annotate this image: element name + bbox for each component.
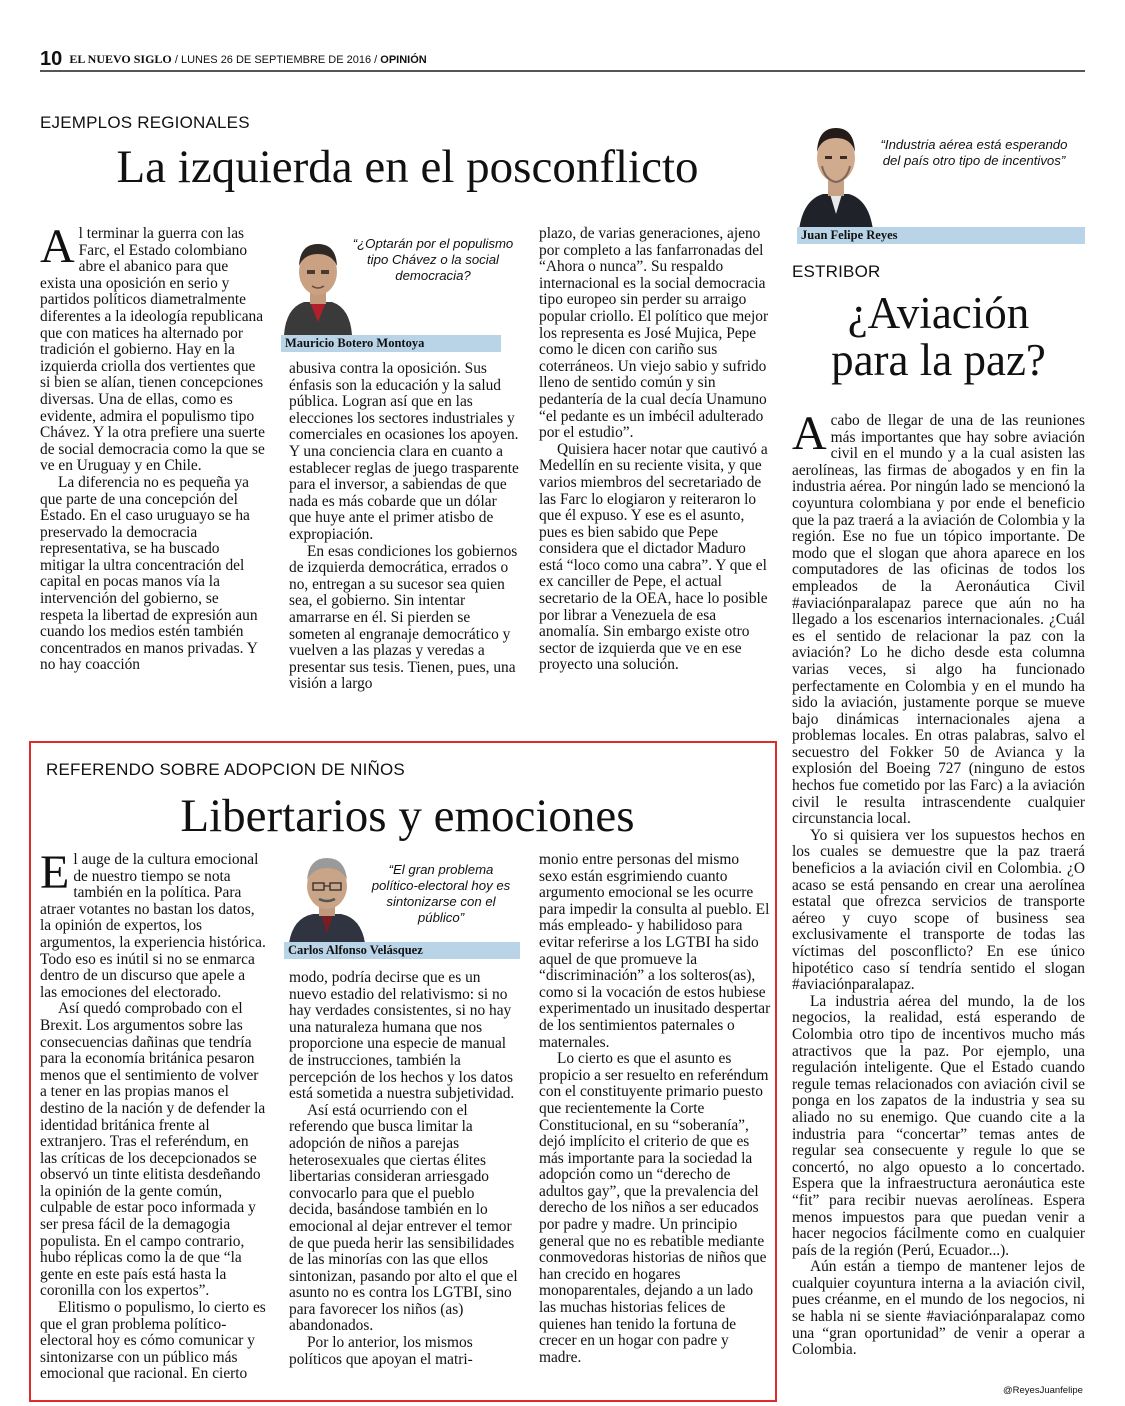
article2-column-2 xyxy=(289,970,521,1368)
article2-column-3 xyxy=(539,852,771,1366)
pull-quote: “El gran problema político-electoral hoy es sintonizarse con el público” xyxy=(371,862,511,925)
author-photo-botero xyxy=(280,230,356,335)
pull-quote: “¿Optarán por el populismo tipo Chávez o la social democracia? xyxy=(352,236,514,283)
drop-cap: A xyxy=(40,220,75,273)
paragraph: abusiva contra la oposición. Sus énfasis son la educación y la salud pública. Logran así que en las elecciones los sectores industriales y comerciales en ocasiones los apoyen. Y una conciencia clara en cuanto a establecer reglas de juego trasparente para el inversor, a sabiendas de que nada es más cobarde que un dólar que huye ante el primer atisbo de expropiación. xyxy=(289,360,519,543)
article2-headline: Libertarios y emociones xyxy=(180,790,635,842)
author-photo-reyes xyxy=(797,114,875,230)
paragraph: La diferencia no es pequeña ya que parte de una concepción del Estado. En el caso uruguayo se ha preservado la democracia representativa, se ha buscado mitigar la ultra concentración del capital en pocas manos vía la intervención del gobierno, se respeta la libertad de expresión aun cuando los medios estén también concentrados en manos privadas. Y no hay coacción xyxy=(40,473,258,674)
article2-column-1 xyxy=(40,846,266,1383)
twitter-handle: @ReyesJuanfelipe xyxy=(1003,1385,1083,1396)
article1-kicker: EJEMPLOS REGIONALES xyxy=(40,113,250,132)
article1-column-2 xyxy=(289,361,521,693)
drop-cap: A xyxy=(792,407,827,460)
paragraph: La industria aérea del mundo, la de los negocios, la realidad, está esperando de Colombia otro tipo de incentivos mucho más atractivos que la paz. Por ejemplo, una regulación inteligente. Que el Estado cuando regule temas relacionados con aviación civil se ponga en los zapatos de la industria y sea su aliado no su enemigo. Que cuando cite a la industria para “concertar” temas antes de regular sea consecuente y regule lo que se concertó, no algo opuesto a lo concertado. Espera que la infraestructura aeronáutica este “fit” para recibir nuevas aerolíneas. Espera menos impuestos para que puedan venir a hacer negocios fácilmente como en cualquier país de la región (Perú, Ecuador...). xyxy=(792,992,1085,1259)
paragraph: Aún están a tiempo de mantener lejos de cualquier coyuntura interna a la aviación civil, pues créanme, en el mundo de los negocios, ni se habla ni se siente #aviaciónparalapaz como una “gran oportunidad” de venir a operar a Colombia. xyxy=(792,1258,1085,1359)
author-name-bar: Mauricio Botero Montoya xyxy=(281,335,501,352)
headline-line: ¿Aviación xyxy=(847,288,1030,338)
paragraph: Elitismo o populismo, lo cierto es que el gran problema político-electoral hoy es cómo comunicar y sintonizarse con un público más emocional que racional. En cierto xyxy=(40,1299,266,1383)
article3-kicker: ESTRIBOR xyxy=(792,262,881,281)
paragraph: Así está ocurriendo con el referendo que busca limitar la adopción de niños a parejas heterosexuales que ciertas élites libertarias consideran arriesgado convocarlo para que el pueblo decida, basándose también en lo emocional al dejar entrever el temor de que pueda herir las sensibilidades de las minorías con las que ellos sintonizan, pasando por alto el que el asunto no es contra los LGTBI, sino para favorecer los niños (as) abandonados. xyxy=(289,1101,518,1335)
author-photo-velasquez xyxy=(287,848,367,943)
paragraph: cabo de llegar de una de las reuniones más importantes que hay sobre aviación civil en el mundo y a la cual asisten las aerolíneas, las firmas de abogados y en fin la industria aérea. Por ningún lado se mencionó la coyuntura colombiana y por ende el beneficio que la paz traerá a la aviación de Colombia y la región. Ese no fue un tópico importante. De modo que el slogan que ahora aparece en los computadores de las oficinas de todos los empleados de la Aeronáutica Civil #aviaciónparalapaz parece que aún no ha llegado a los escenarios internacionales. ¿Cuál es el sentido de relacionar la paz con la aviación? Lo he dicho desde esta columna varias veces, si algo ha funcionado perfectamente en Colombia y en el mundo ha sido la aviación, justamente porque se mueve bajo dinámicas internacionales ajena a problemas locales. En otras palabras, salvo el secuestro del Fokker 50 de Avianca y la explosión del Boeing 727 (ninguno de estos hechos fue cometido por las Farc) a la aviación civil le resulta intrascendente cualquier circunstancia local. xyxy=(792,412,1085,828)
masthead xyxy=(40,48,1085,72)
paragraph: l auge de la cultura emocional de nuestro tiempo se nota también en la política. Para atraer votantes no bastan los datos, la opinión de expertos, los argumentos, la experiencia histórica. Todo eso es inútil si no se enmarca dentro de un discurso que apele a las emociones del electorado. xyxy=(40,851,266,1001)
paragraph: Quisiera hacer notar que cautivó a Medellín en su reciente visita, y que varios miembros del secretariado de las Farc lo elogiaron y reiteraron lo que él expuso. Y ese es el asunto, pues es bien sabido que Pepe considera que el dictador Maduro está “loco como una cabra”. Y que el ex canciller de Pepe, el actual secretario de la OEA, hace lo posible por librar a Venezuela de esa anomalía. Sin embargo existe otro sector de izquierda que ve en ese proyecto una solución. xyxy=(539,440,768,674)
paragraph: Yo si quisiera ver los supuestos hechos en los cuales se demuestre que la paz traerá beneficios a la aviación civil en Colombia. ¿O acaso se está pensando en crear una aerolínea estatal que ofrezca servicios de transporte aéreo y cuyo scope of business sea exclusivamente el transporte de todas las víctimas del posconflicto? En ese único hipotético caso sí tendría sentido el slogan #aviaciónparalapaz. xyxy=(792,826,1085,994)
paragraph: Lo cierto es que el asunto es propicio a ser resuelto en referéndum con el constituyente primario puesto que recientemente la Corte Constitucional, en su “soberanía”, dejó implícito el criterio de que es más importante para la sociedad la adopción como un “derecho de adultos gay”, que la prevalencia del derecho de los niños a ser educados por padre y madre. Un principio general que no es rebatible mediante conmovedoras historias de niños que han crecido en hogares monoparentales, dejando a un lado las muchas historias felices de quienes han tenido la fortuna de crecer en un hogar con padre y madre. xyxy=(539,1050,769,1366)
pull-quote: “Industria aérea está esperando del país otro tipo de incentivos” xyxy=(880,137,1068,168)
article1-headline: La izquierda en el posconflicto xyxy=(116,141,699,193)
drop-cap: E xyxy=(40,846,70,899)
author-name-bar: Juan Felipe Reyes xyxy=(797,227,1085,244)
paper-name: EL NUEVO SIGLO xyxy=(69,52,172,66)
article1-column-3 xyxy=(539,226,771,674)
article3-headline xyxy=(792,290,1085,385)
paragraph: l terminar la guerra con las Farc, el Estado colombiano abre el abanico para que exista una oposición en serio y partidos políticos diametralmente diferentes a la ideología republicana que con matices ha alternado por tradición el gobierno. Hay en la izquierda criolla dos vertientes que si bien se alían, tienen concepciones diversas. Una de ellas, como es evidente, admira el populismo tipo Chávez. Y la otra prefiere una suerte de social democracia como la que se ve en Uruguay y en Chile. xyxy=(40,225,265,475)
masthead-date: / LUNES 26 DE SEPTIEMBRE DE 2016 / xyxy=(174,54,378,66)
paragraph: Por lo anterior, los mismos políticos que apoyan el matri- xyxy=(289,1334,473,1368)
headline-line: para la paz? xyxy=(831,335,1046,386)
article2-kicker: REFERENDO SOBRE ADOPCION DE NIÑOS xyxy=(46,760,405,779)
author-name-bar: Carlos Alfonso Velásquez xyxy=(284,942,520,959)
paragraph: modo, podría decirse que es un nuevo estadio del relativismo: si no hay verdades consistentes, si no hay una naturaleza humana que nos proporcione una especie de manual de instrucciones, también la percepción de los hechos y los datos está sometida a nuestra subjetividad. xyxy=(289,969,515,1103)
paragraph: monio entre personas del mismo sexo están esgrimiendo cuanto argumento emocional se les ocurre para impedir la consulta al pueblo. El más empleado- y habilidoso para evitar referirse a los LGTBI ha sido aquel de que promueve la “discriminación” a los solteros(as), como si la vocación de estos hubiese experimentado un inusitado despertar de los sentimientos paternales o maternales. xyxy=(539,851,771,1051)
paragraph: plazo, de varias generaciones, ajeno por completo a las fanfarronadas del “Ahora o nunca”. Su respaldo internacional es la social democracia tipo europeo sin perder su arraigo popular criollo. El político que mejor los representa es José Mujica, Pepe como le dicen con cariño sus coterráneos. Un viejo sabio y sufrido lleno de sentido común y sin pedantería de la cual decía Unamuno “el pedante es un imbécil adulterado por el estudio”. xyxy=(539,225,769,442)
article3-body xyxy=(792,407,1085,1359)
article1-column-1 xyxy=(40,220,266,674)
paragraph: En esas condiciones los gobiernos de izquierda democrática, errados o no, entregan a su sucesor sea quien sea, el gobierno. Sin intentar amarrarse en él. Si pierden se someten al engranaje democrático y vuelven a las plazas y veredas a presentar sus tesis. Tienen, pues, una visión a largo xyxy=(289,542,518,693)
paragraph: Así quedó comprobado con el Brexit. Los argumentos sobre las consecuencias dañinas que tendría para la economía británica pesaron menos que el sentimiento de volver a tener en las propias manos el destino de la nación y de defender la identidad británica frente al extranjero. Tras el referéndum, en las críticas de los decepcionados se observó un tinte elitista desdeñando la opinión de la gente común, culpable de estar poco informada y ser presa fácil de la demagogia populista. En el campo contrario, hubo réplicas como la de que “la gente en este país está hasta la coronilla con los expertos”. xyxy=(40,1000,266,1300)
section-name: OPINIÓN xyxy=(380,54,427,66)
page-number: 10 xyxy=(40,48,63,70)
